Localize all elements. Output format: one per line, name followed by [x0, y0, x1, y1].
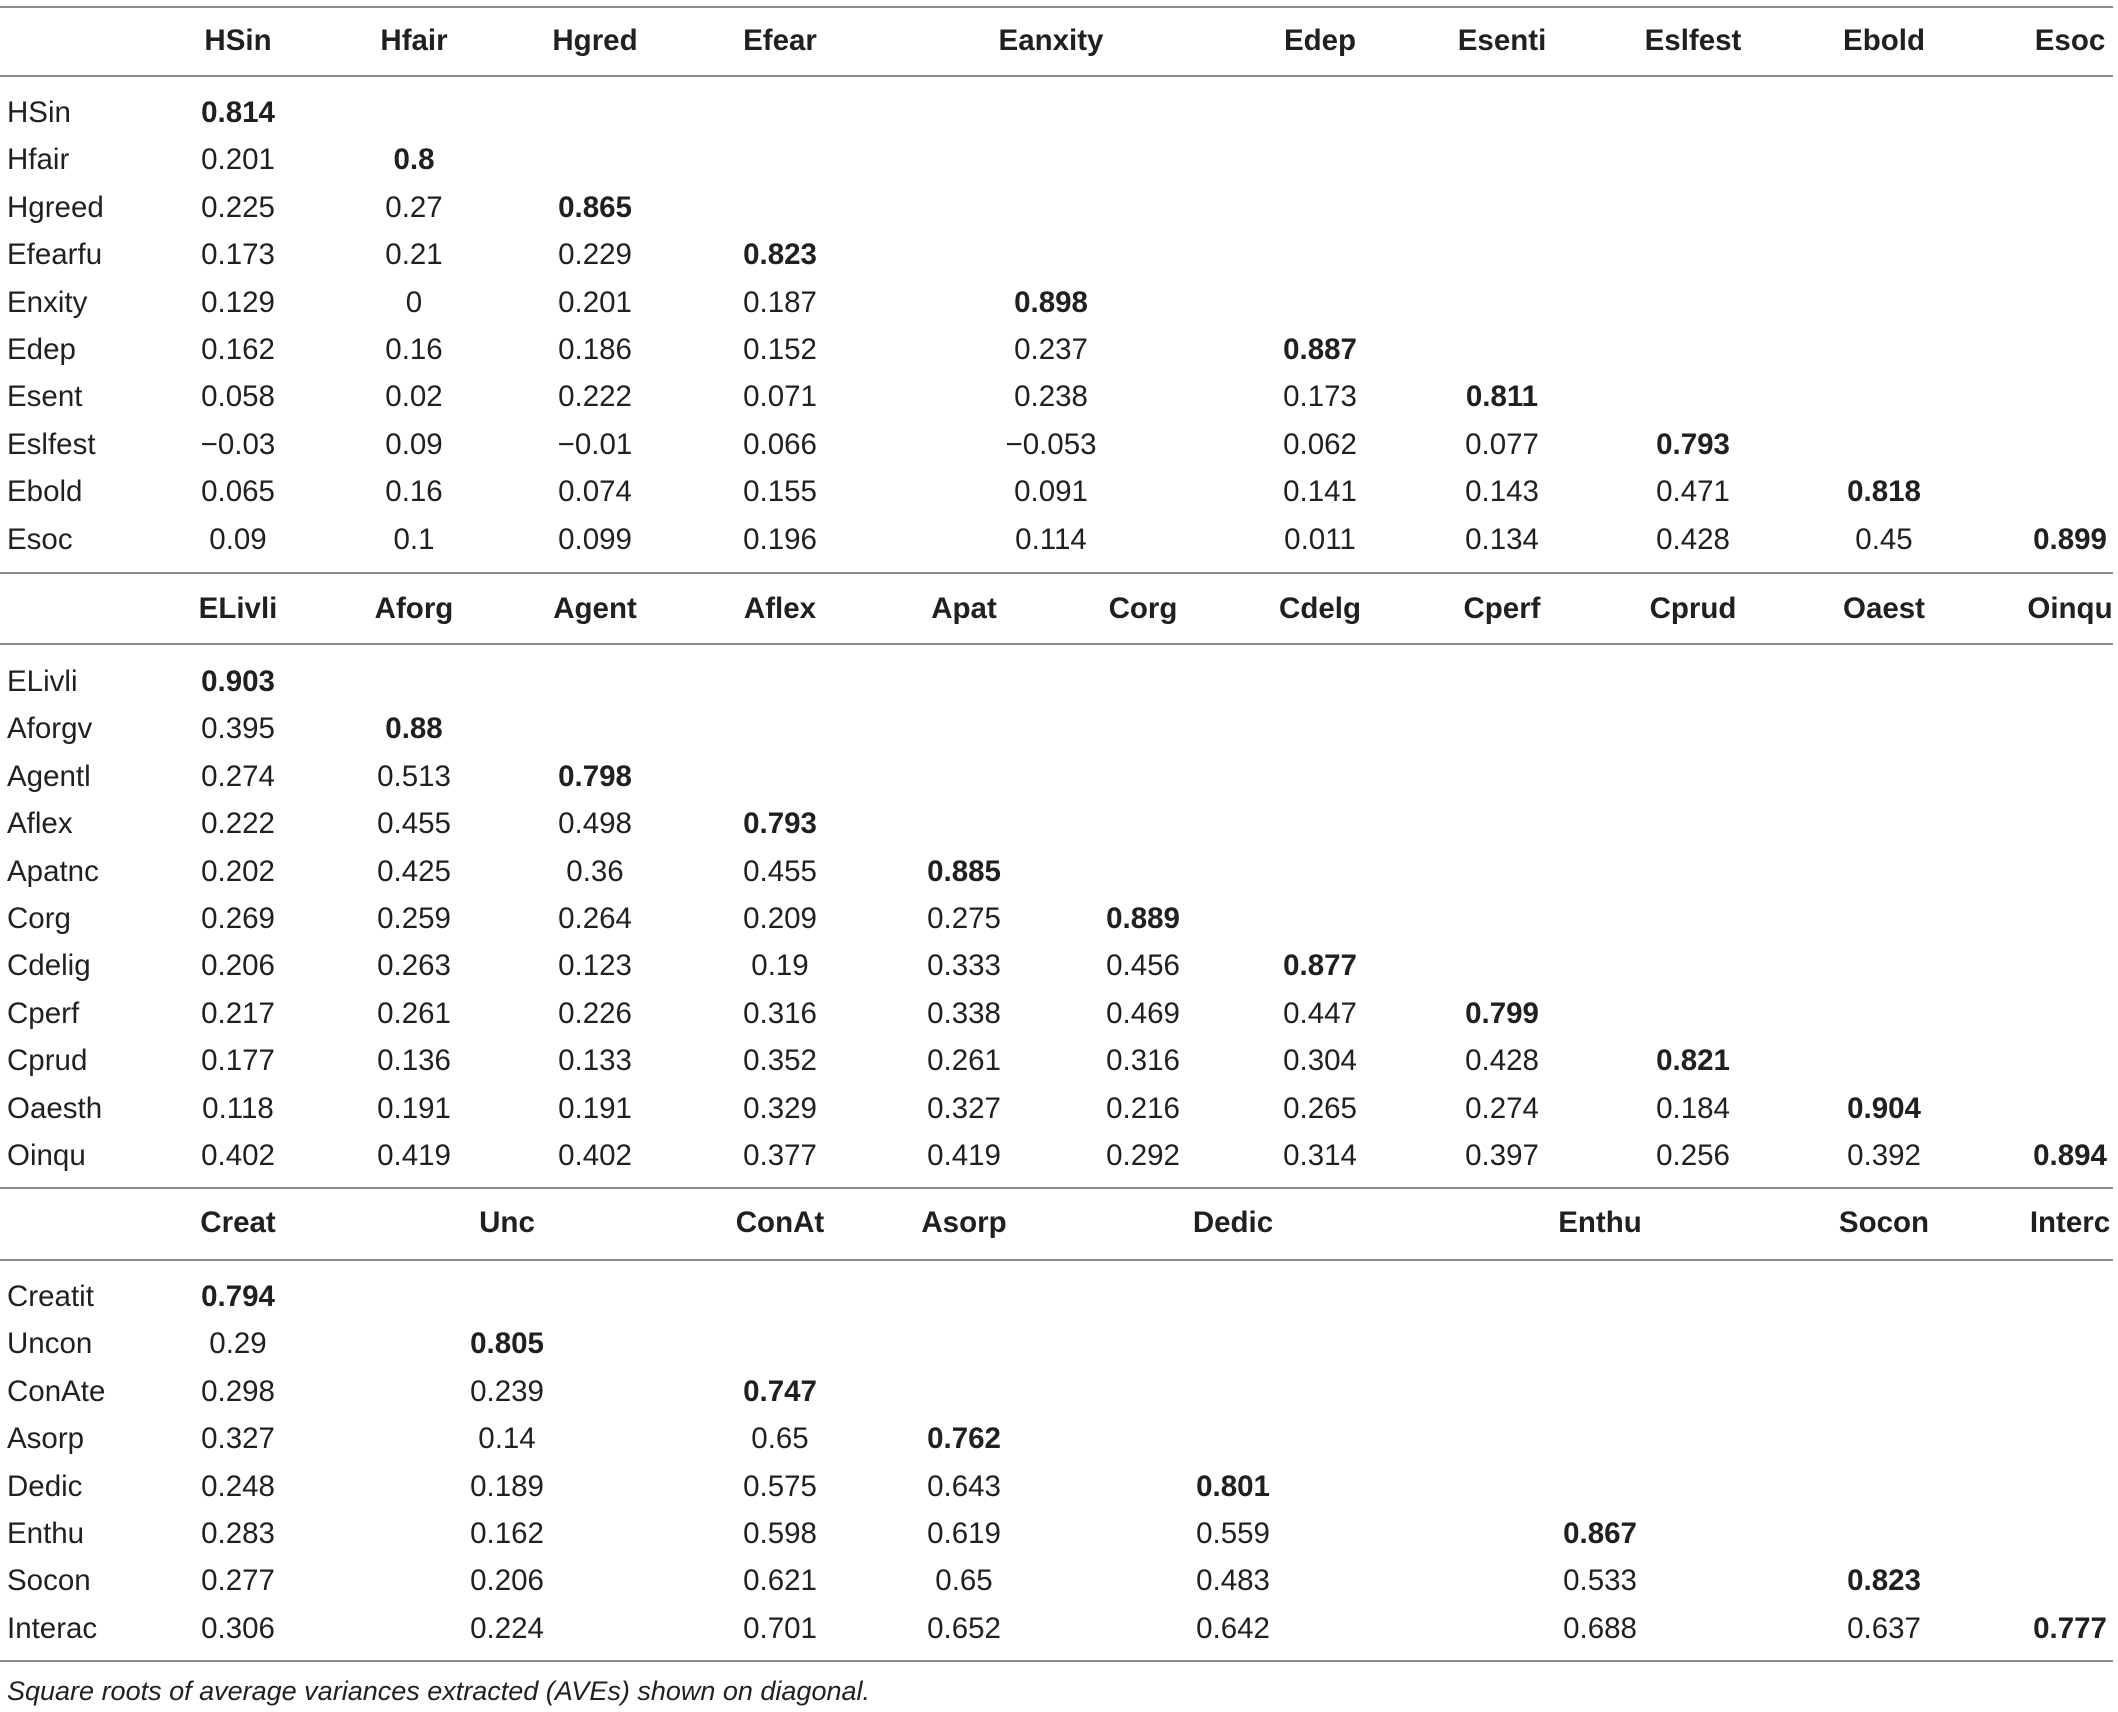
correlation-value: 0.225: [201, 190, 275, 224]
column-header: Edep: [1283, 24, 1357, 57]
column-header: Interc: [2029, 1206, 2111, 1239]
correlation-value: 0.187: [743, 285, 817, 319]
correlation-value: 0.327: [927, 1091, 1001, 1125]
correlation-value: 0.065: [201, 475, 275, 509]
correlation-value: 0.216: [1106, 1091, 1180, 1125]
correlation-value: 0.09: [209, 522, 267, 556]
block-rule: [0, 572, 2113, 574]
correlation-value: 0.419: [377, 1139, 451, 1172]
row-label: Cperf: [7, 996, 80, 1030]
column-header: Efear: [743, 24, 817, 57]
block-rule: [0, 1660, 2113, 1662]
row-label: Corg: [7, 902, 71, 935]
row-label: Interac: [7, 1611, 98, 1645]
column-header: Eslfest: [1644, 24, 1742, 57]
correlation-value: 0.619: [927, 1517, 1001, 1550]
correlation-value: 0.402: [558, 1139, 632, 1172]
diagonal-ave-value: 0.747: [743, 1374, 817, 1408]
column-header: Aforg: [374, 592, 454, 625]
correlation-value: 0.316: [1106, 1044, 1180, 1078]
column-header: Cprud: [1649, 592, 1737, 625]
correlation-value: 0.196: [743, 522, 817, 556]
correlation-value: 0.229: [558, 238, 632, 272]
correlation-value: 0.316: [743, 996, 817, 1030]
correlation-value: 0.155: [743, 475, 817, 509]
column-header: Eanxity: [998, 24, 1104, 57]
diagonal-ave-value: 0.798: [558, 759, 632, 793]
correlation-value: 0.177: [201, 1044, 275, 1078]
block-rule: [0, 1187, 2113, 1189]
correlation-value: 0.333: [927, 949, 1001, 983]
column-header: Creat: [200, 1206, 276, 1239]
column-header: Ebold: [1843, 24, 1925, 57]
correlation-value: 0.184: [1656, 1091, 1730, 1125]
correlation-value: 0.598: [743, 1517, 817, 1550]
column-header: Hgred: [552, 24, 638, 57]
correlation-value: 0.129: [201, 285, 275, 319]
diagonal-ave-value: 0.799: [1465, 996, 1539, 1030]
header-rule: [0, 75, 2113, 77]
correlation-value: 0.011: [1284, 522, 1356, 556]
correlation-value: 0.304: [1283, 1044, 1357, 1078]
row-label: ELivli: [7, 665, 78, 698]
correlation-value: 0.292: [1106, 1139, 1180, 1172]
correlation-value: 0: [405, 285, 423, 319]
correlation-value: −0.03: [200, 427, 276, 461]
correlation-value: 0.19: [751, 949, 809, 983]
row-label: Efearfu: [7, 238, 103, 272]
correlation-value: 0.274: [1465, 1091, 1539, 1125]
correlation-value: 0.402: [201, 1139, 275, 1172]
column-header: Corg: [1108, 592, 1178, 625]
diagonal-ave-value: 0.821: [1656, 1044, 1730, 1078]
column-header: ELivli: [198, 592, 278, 625]
column-header: Oaest: [1843, 592, 1925, 625]
correlation-value: 0.283: [201, 1517, 275, 1550]
correlation-value: 0.338: [927, 996, 1001, 1030]
correlation-value: 0.395: [201, 712, 275, 746]
diagonal-ave-value: 0.88: [385, 712, 443, 746]
correlation-value: 0.652: [927, 1611, 1001, 1645]
correlation-value: 0.27: [385, 190, 443, 224]
row-label: Eslfest: [7, 427, 96, 461]
correlation-value: 0.141: [1283, 475, 1357, 509]
correlation-value: 0.701: [743, 1611, 817, 1645]
row-label: Agentl: [7, 759, 91, 793]
correlation-value: 0.274: [201, 759, 275, 793]
correlation-value: 0.062: [1283, 427, 1357, 461]
diagonal-ave-value: 0.793: [743, 807, 817, 841]
correlation-value: 0.36: [566, 854, 624, 888]
correlation-value: 0.45: [1855, 522, 1913, 556]
correlation-value: 0.471: [1656, 475, 1730, 509]
correlation-value: 0.264: [558, 902, 632, 935]
diagonal-ave-value: 0.903: [201, 665, 275, 698]
diagonal-ave-value: 0.805: [470, 1327, 544, 1361]
diagonal-ave-value: 0.777: [2033, 1611, 2107, 1645]
correlation-value: 0.16: [385, 475, 443, 509]
correlation-value: 0.077: [1465, 427, 1539, 461]
correlation-value: 0.201: [201, 143, 275, 177]
correlation-value: 0.469: [1106, 996, 1180, 1030]
diagonal-ave-value: 0.762: [927, 1422, 1001, 1456]
correlation-value: 0.392: [1847, 1139, 1921, 1172]
row-label: Asorp: [7, 1422, 85, 1456]
correlation-value: 0.65: [751, 1422, 809, 1456]
row-label: Oinqu: [7, 1139, 86, 1172]
row-label: Hfair: [7, 143, 70, 177]
correlation-value: 0.099: [558, 522, 632, 556]
correlation-value: 0.455: [377, 807, 451, 841]
correlation-value: 0.02: [385, 380, 443, 414]
correlation-value: 0.397: [1465, 1139, 1539, 1172]
correlation-value: 0.191: [558, 1091, 632, 1125]
correlation-value: 0.133: [558, 1044, 632, 1078]
row-label: Dedic: [7, 1469, 83, 1503]
correlation-value: 0.419: [927, 1139, 1001, 1172]
correlation-value: 0.425: [377, 854, 451, 888]
diagonal-ave-value: 0.823: [743, 238, 817, 272]
column-header: Socon: [1838, 1206, 1930, 1239]
correlation-value: −0.053: [1005, 427, 1097, 461]
column-header: Dedic: [1192, 1206, 1274, 1239]
correlation-value: 0.456: [1106, 949, 1180, 983]
correlation-value: 0.143: [1465, 475, 1539, 509]
correlation-value: −0.01: [557, 427, 633, 461]
correlation-value: 0.455: [743, 854, 817, 888]
row-label: Enxity: [7, 285, 88, 319]
diagonal-ave-value: 0.823: [1847, 1564, 1921, 1598]
diagonal-ave-value: 0.867: [1563, 1517, 1637, 1550]
correlation-value: 0.238: [1014, 380, 1088, 414]
correlation-value: 0.09: [385, 427, 443, 461]
diagonal-ave-value: 0.811: [1465, 380, 1539, 414]
correlation-value: 0.162: [201, 333, 275, 366]
column-header: Unc: [479, 1206, 535, 1239]
diagonal-ave-value: 0.8: [393, 143, 435, 177]
correlation-value: 0.091: [1014, 475, 1088, 509]
correlation-value: 0.65: [935, 1564, 993, 1598]
correlation-value: 0.688: [1563, 1611, 1637, 1645]
correlation-value: 0.306: [201, 1611, 275, 1645]
correlation-value: 0.327: [201, 1422, 275, 1456]
correlation-value: 0.261: [927, 1044, 1001, 1078]
correlation-value: 0.239: [470, 1374, 544, 1408]
row-label: Apatnc: [7, 854, 99, 888]
column-header: Esoc: [2034, 24, 2106, 57]
correlation-value: 0.191: [377, 1091, 451, 1125]
diagonal-ave-value: 0.898: [1014, 285, 1088, 319]
column-header: Apat: [931, 592, 997, 625]
row-label: Cprud: [7, 1044, 88, 1078]
correlation-value: 0.637: [1847, 1611, 1921, 1645]
diagonal-ave-value: 0.877: [1283, 949, 1357, 983]
row-label: Edep: [7, 333, 76, 366]
row-label: Cdelig: [7, 949, 91, 983]
correlation-value: 0.265: [1283, 1091, 1357, 1125]
diagonal-ave-value: 0.889: [1106, 902, 1180, 935]
correlation-value: 0.14: [478, 1422, 536, 1456]
row-label: Socon: [7, 1564, 91, 1598]
correlation-value: 0.134: [1465, 522, 1539, 556]
column-header: Asorp: [921, 1206, 1007, 1239]
correlation-value: 0.21: [385, 238, 443, 272]
correlation-value: 0.642: [1196, 1611, 1270, 1645]
diagonal-ave-value: 0.793: [1656, 427, 1730, 461]
column-header: Enthu: [1558, 1206, 1642, 1239]
row-label: Esoc: [7, 522, 73, 556]
column-header: HSin: [204, 24, 272, 57]
correlation-value: 0.483: [1196, 1564, 1270, 1598]
column-header: ConAt: [735, 1206, 825, 1239]
correlation-value: 0.643: [927, 1469, 1001, 1503]
correlation-value: 0.201: [558, 285, 632, 319]
correlation-value: 0.575: [743, 1469, 817, 1503]
row-label: HSin: [7, 96, 71, 129]
correlation-value: 0.237: [1014, 333, 1088, 366]
correlation-value: 0.377: [743, 1139, 817, 1172]
diagonal-ave-value: 0.899: [2033, 522, 2107, 556]
correlation-value: 0.275: [927, 902, 1001, 935]
correlation-value: 0.498: [558, 807, 632, 841]
correlation-value: 0.29: [209, 1327, 267, 1361]
column-header: Aflex: [743, 592, 817, 625]
correlation-value: 0.209: [743, 902, 817, 935]
row-label: Hgreed: [7, 190, 104, 224]
correlation-value: 0.248: [201, 1469, 275, 1503]
correlation-value: 0.066: [743, 427, 817, 461]
correlation-value: 0.298: [201, 1374, 275, 1408]
column-header: Agent: [553, 592, 637, 625]
correlation-value: 0.259: [377, 902, 451, 935]
correlation-value: 0.206: [201, 949, 275, 983]
column-header: Esenti: [1457, 24, 1547, 57]
row-label: Aforgv: [7, 712, 93, 746]
diagonal-ave-value: 0.801: [1196, 1469, 1270, 1503]
diagonal-ave-value: 0.794: [201, 1280, 275, 1313]
correlation-value: 0.189: [470, 1469, 544, 1503]
row-label: Esent: [7, 380, 83, 414]
correlation-value: 0.123: [558, 949, 632, 983]
row-label: Enthu: [7, 1517, 85, 1550]
correlation-value: 0.071: [743, 380, 817, 414]
correlation-value: 0.16: [385, 333, 443, 366]
correlation-value: 0.263: [377, 949, 451, 983]
row-label: Creatit: [7, 1280, 94, 1313]
correlation-value: 0.217: [201, 996, 275, 1030]
correlation-value: 0.621: [743, 1564, 817, 1598]
correlation-value: 0.269: [201, 902, 275, 935]
correlation-value: 0.206: [470, 1564, 544, 1598]
correlation-value: 0.173: [201, 238, 275, 272]
correlation-value: 0.261: [377, 996, 451, 1030]
header-rule: [0, 1259, 2113, 1261]
row-label: Uncon: [7, 1327, 93, 1361]
correlation-value: 0.222: [558, 380, 632, 414]
correlation-value: 0.352: [743, 1044, 817, 1078]
correlation-value: 0.559: [1196, 1517, 1270, 1550]
correlation-value: 0.118: [202, 1091, 274, 1125]
column-header: Hfair: [380, 24, 448, 57]
row-label: Aflex: [7, 807, 73, 841]
row-label: Ebold: [7, 475, 83, 509]
correlation-value: 0.224: [470, 1611, 544, 1645]
correlation-value: 0.202: [201, 854, 275, 888]
table-footnote: Square roots of average variances extracted (AVEs) shown on diagonal.: [7, 1676, 870, 1706]
correlation-value: 0.428: [1656, 522, 1730, 556]
diagonal-ave-value: 0.894: [2033, 1139, 2107, 1172]
column-header: Cdelg: [1279, 592, 1361, 625]
correlation-value: 0.152: [743, 333, 817, 366]
diagonal-ave-value: 0.865: [558, 190, 632, 224]
correlation-value: 0.222: [201, 807, 275, 841]
diagonal-ave-value: 0.904: [1847, 1091, 1921, 1125]
correlation-value: 0.329: [743, 1091, 817, 1125]
row-label: ConAte: [7, 1374, 106, 1408]
correlation-value: 0.226: [558, 996, 632, 1030]
diagonal-ave-value: 0.818: [1847, 475, 1921, 509]
column-header: Cperf: [1463, 592, 1541, 625]
correlation-value: 0.1: [393, 522, 435, 556]
correlation-value: 0.256: [1656, 1139, 1730, 1172]
correlation-value: 0.513: [377, 759, 451, 793]
correlation-value: 0.186: [558, 333, 632, 366]
correlation-value: 0.447: [1283, 996, 1357, 1030]
column-header: Oinqu: [2027, 592, 2113, 625]
correlation-value: 0.533: [1563, 1564, 1637, 1598]
diagonal-ave-value: 0.814: [201, 96, 275, 129]
table-top-rule: [0, 6, 2113, 8]
correlation-value: 0.074: [558, 475, 632, 509]
correlation-value: 0.136: [377, 1044, 451, 1078]
correlation-value: 0.173: [1283, 380, 1357, 414]
correlation-value: 0.162: [470, 1517, 544, 1550]
diagonal-ave-value: 0.887: [1283, 333, 1357, 366]
correlation-value: 0.058: [201, 380, 275, 414]
correlation-value: 0.314: [1283, 1139, 1357, 1172]
correlation-value: 0.428: [1465, 1044, 1539, 1078]
header-rule: [0, 643, 2113, 645]
row-label: Oaesth: [7, 1091, 103, 1125]
correlation-value: 0.114: [1015, 522, 1087, 556]
diagonal-ave-value: 0.885: [927, 854, 1001, 888]
correlation-value: 0.277: [201, 1564, 275, 1598]
